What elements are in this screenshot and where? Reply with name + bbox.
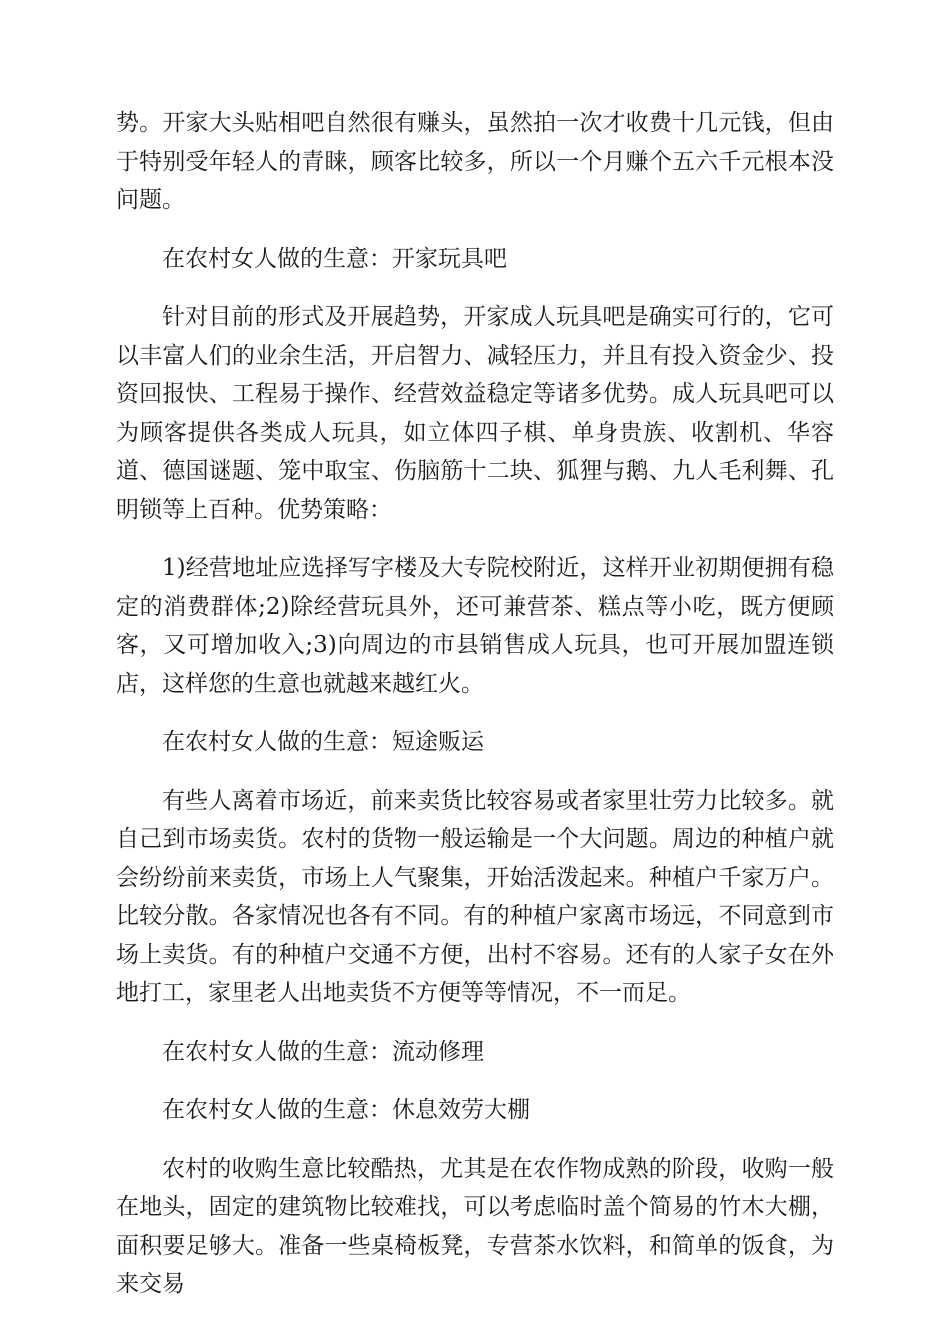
section-heading-short-transport: 在农村女人做的生意：短途贩运 — [162, 729, 484, 755]
paragraph-continuation: 势。开家大头贴相吧自然很有赚头，虽然拍一次才收费十几元钱，但由于特别受年轻人的青睐，顾客比较多，所以一个月赚个五六千元根本没问题。 — [116, 110, 834, 213]
paragraph-toy-bar: 针对目前的形式及开展趋势，开家成人玩具吧是确实可行的，它可以丰富人们的业余生活，开启智力、减轻压力，并且有投入资金少、投资回报快、工程易于操作、经营效益稳定等诸多优势。成人玩具吧可以为顾客提供各类成人玩具，如立体四子棋、单身贵族、收割机、华容道、德国谜题、笼中取宝、伤脑筋十二块、狐狸与鹅、九人毛利舞、孔明锁等上百种。优势策略： — [116, 304, 834, 523]
section-heading-mobile-repair: 在农村女人做的生意：流动修理 — [162, 1038, 484, 1065]
document-body — [116, 104, 834, 1324]
paragraph-toy-bar-strategy: 1)经营地址应选择写字楼及大专院校附近，这样开业初期便拥有稳定的消费群体;2)除经营玩具外，还可兼营茶、糕点等小吃，既方便顾客，又可增加收入;3)向周边的市县销售成人玩具，也可开展加盟连锁店，这样您的生意也就越来越红火。 — [116, 555, 834, 697]
paragraph-rest-shed: 农村的收购生意比较酷热，尤其是在农作物成熟的阶段，收购一般在地头，固定的建筑物比较难找，可以考虑临时盖个简易的竹木大棚，面积要足够大。准备一些桌椅板凳，专营茶水饮料，和简单的饭食，为来交易 — [116, 1155, 834, 1297]
section-heading-toy-bar: 在农村女人做的生意：开家玩具吧 — [162, 245, 507, 272]
section-heading-rest-shed: 在农村女人做的生意：休息效劳大棚 — [162, 1097, 530, 1123]
paragraph-short-transport: 有些人离着市场近，前来卖货比较容易或者家里壮劳力比较多。就自己到市场卖货。农村的货物一般运输是一个大问题。周边的种植户就会纷纷前来卖货，市场上人气聚集，开始活泼起来。种植户千家万户。比较分散。各家情况也各有不同。有的种植户家离市场远，不同意到市场上卖货。有的种植户交通不方便，出村不容易。还有的人家子女在外地打工，家里老人出地卖货不方便等等情况，不一而足。 — [116, 787, 834, 1006]
